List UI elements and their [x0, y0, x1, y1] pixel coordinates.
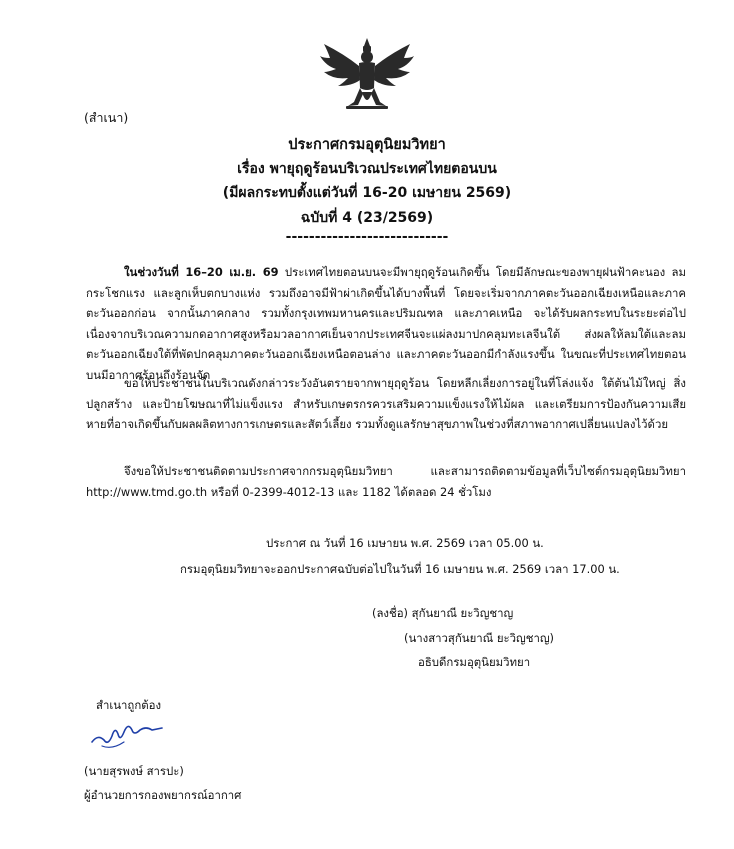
agency-title: ประกาศกรมอุตุนิยมวิทยา: [288, 137, 446, 153]
signed-line: (ลงชื่อ) สุกันยาณี ยะวิญชาญ: [372, 606, 514, 620]
certifier-name: (นายสุรพงษ์ สารปะ): [84, 764, 184, 778]
paragraph-forecast: [86, 262, 686, 385]
copy-label: (สำเนา): [84, 110, 129, 125]
contact-text: จึงขอให้ประชาชนติดตามประกาศจากกรมอุตุนิยมวิทยา และสามารถติดตามข้อมูลที่เว็บไซต์กรมอุตุนิยมวิทยา http://www.tmd.go.th หรือที่ 0-2399-4012-13 และ 1182 ได้ตลอด 24 ชั่วโมง: [86, 464, 686, 499]
effective-period: (มีผลกระทบตั้งแต่วันที่ 16-20 เมษายน 2569): [222, 185, 512, 201]
issue-number: ฉบับที่ 4 (23/2569): [300, 210, 434, 226]
certifier-position: ผู้อำนวยการกองพยากรณ์อากาศ: [84, 788, 242, 802]
advice-text: ขอให้ประชาชนในบริเวณดังกล่าวระวังอันตรายจากพายุฤดูร้อน โดยหลีกเลี่ยงการอยู่ในที่โล่งแจ้ง ใต้ต้นไม้ใหญ่ สิ่งปลูกสร้าง และป้ายโฆษณาที่ไม่แข็งแรง สำหรับเกษตรกรควรเสริมความแข็งแรงให้ไม้ผล และเตรียมการป้องกันความเสียหายที่อาจเกิดขึ้นกับผลผลิตทางการเกษตรและสัตว์เลี้ยง รวมทั้งดูแลรักษาสุขภาพในช่วงที่สภาพอากาศเปลี่ยนแปลงไว้ด้วย: [86, 376, 686, 431]
certified-copy-label: สำเนาถูกต้อง: [96, 698, 162, 712]
paragraph-advice: [86, 373, 686, 435]
next-issue: กรมอุตุนิยมวิทยาจะออกประกาศฉบับต่อไปในวันที่ 16 เมษายน พ.ศ. 2569 เวลา 17.00 น.: [180, 562, 620, 576]
subject-title: เรื่อง พายุฤดูร้อนบริเวณประเทศไทยตอนบน: [237, 161, 497, 177]
signatory-position: อธิบดีกรมอุตุนิยมวิทยา: [418, 655, 531, 669]
issued-datetime: ประกาศ ณ วันที่ 16 เมษายน พ.ศ. 2569 เวลา 05.00 น.: [266, 536, 544, 550]
paragraph-contact: [86, 461, 686, 502]
signatory-name: (นางสาวสุกันยาณี ยะวิญชาญ): [404, 631, 554, 645]
garuda-emblem-icon: [318, 36, 416, 112]
forecast-period: ในช่วงวันที่ 16–20 เม.ย. 69: [124, 265, 279, 279]
handwritten-signature: [88, 712, 170, 752]
forecast-text: ประเทศไทยตอนบนจะมีพายุฤดูร้อนเกิดขึ้น โดยมีลักษณะของพายุฝนฟ้าคะนอง ลมกระโชกแรง และลูกเห็บตกบางแห่ง รวมถึงอาจมีฟ้าผ่าเกิดขึ้นได้บางพื้นที่ โดยจะเริ่มจากภาคตะวันออกเฉียงเหนือและภาคตะวันออกก่อน จากนั้นภาคกลาง รวมทั้งกรุงเทพมหานครและปริมณฑล และภาคเหนือ จะได้รับผลกระทบในระยะต่อไป เนื่องจากบริเวณความกดอากาศสูงหรือมวลอากาศเย็นจากประเทศจีนจะแผ่ลงมาปกคลุมทะเลจีนใต้ ส่งผลให้ลมใต้และลมตะวันออกเฉียงใต้ที่พัดปกคลุมภาคตะวันออกเฉียงเหนือตอนล่าง และภาคตะวันออกมีกำลังแรงขึ้น ในขณะที่ประเทศไทยตอนบนมีอากาศร้อนถึงร้อนจัด: [86, 265, 687, 382]
title-divider: ----------------------------: [285, 229, 449, 245]
